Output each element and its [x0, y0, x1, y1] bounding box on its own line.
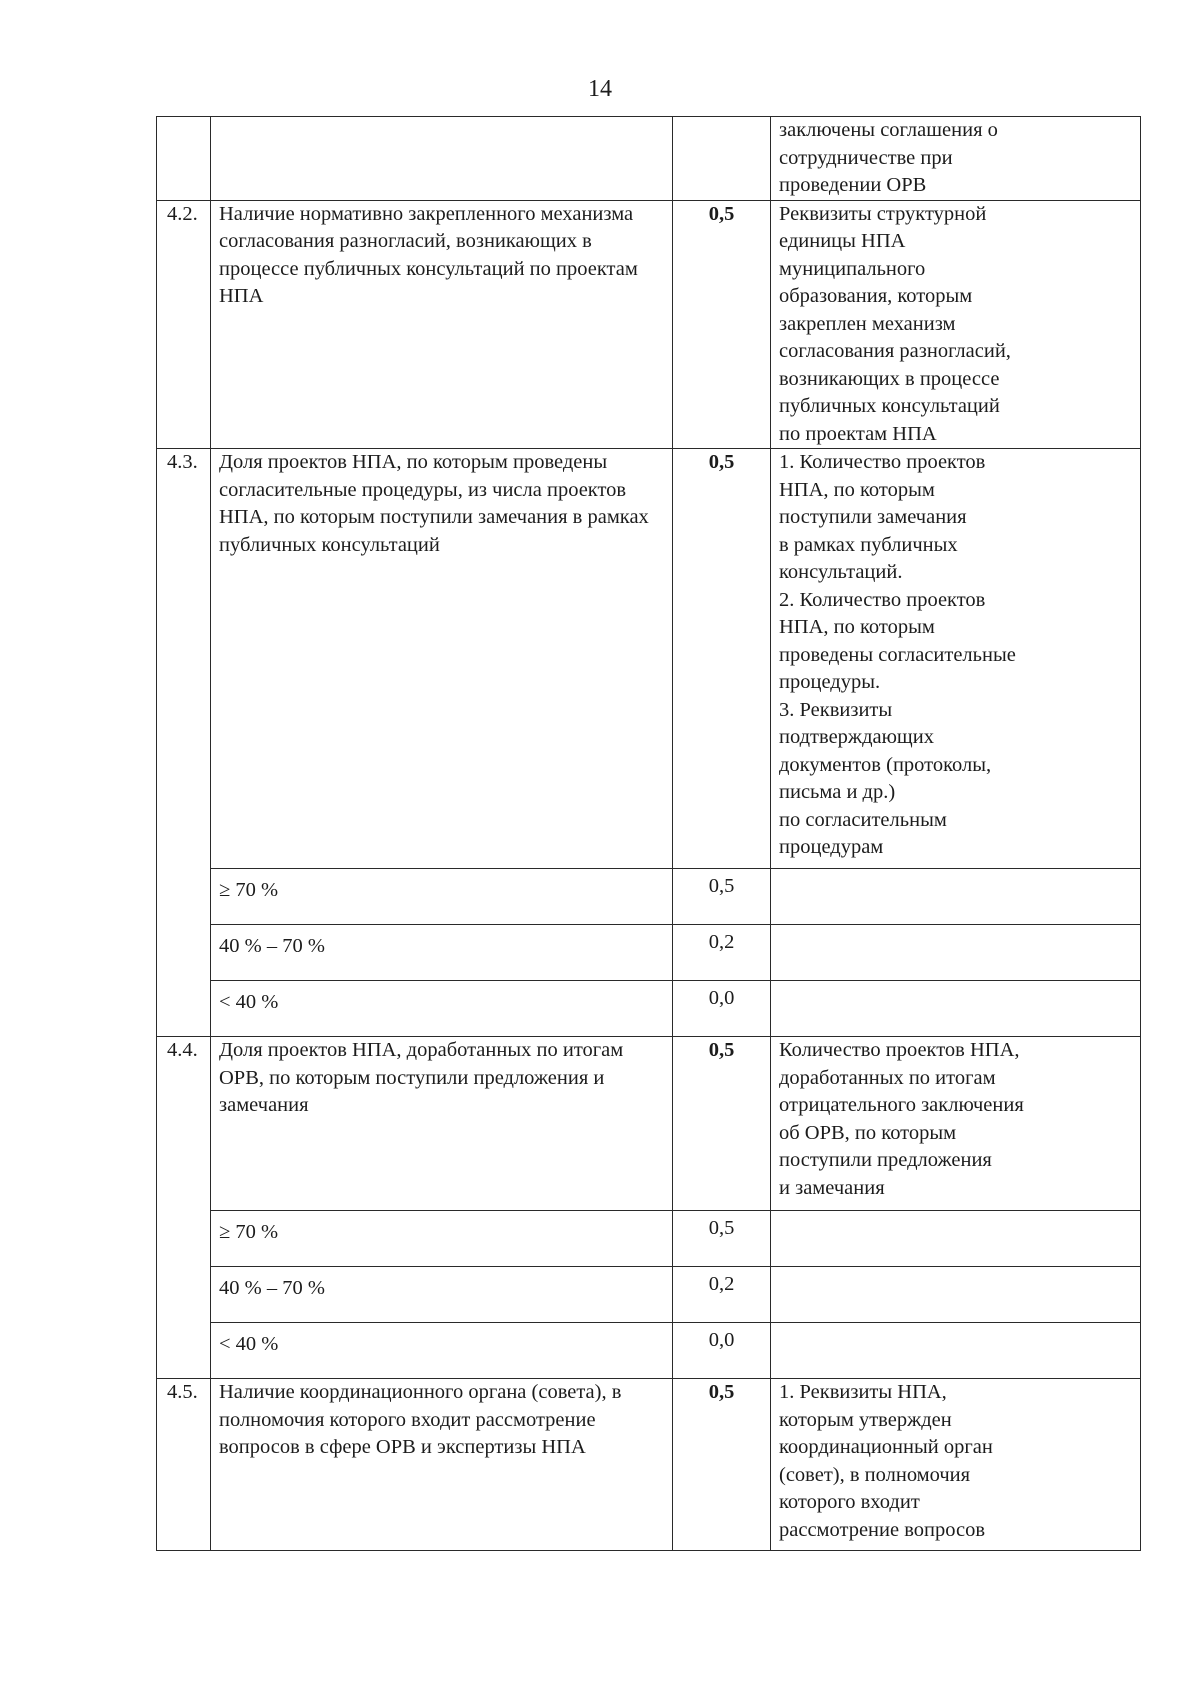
criterion-text: Доля проектов НПА, доработанных по итогам ОРВ, по которым поступили предложения и замечания [211, 1037, 673, 1211]
source-line: закреплен механизм [779, 312, 956, 335]
table-subrow [157, 1267, 1141, 1323]
source-line: Реквизиты структурной [779, 202, 987, 225]
table-row-4-5 [157, 1379, 1141, 1551]
empty-cell [771, 1323, 1141, 1379]
threshold-score: 0,0 [673, 981, 771, 1037]
source-cell [771, 200, 1141, 449]
source-line: согласования разногласий, [779, 340, 1011, 362]
row-number [157, 117, 211, 201]
table-subrow [157, 981, 1141, 1037]
source-line: отрицательного заключения [779, 1094, 1024, 1116]
score-cell: 0,5 [673, 200, 771, 449]
table-row-4-2 [157, 200, 1141, 449]
table-row-continuation [157, 117, 1141, 201]
source-line: Количество проектов НПА, [779, 1039, 1020, 1061]
table-row-4-3 [157, 449, 1141, 869]
table-subrow [157, 925, 1141, 981]
criterion-text: Доля проектов НПА, по которым проведены согласительные процедуры, из числа проектов НПА, по которым поступили замечания в рамках публичных консультаций [211, 449, 673, 869]
criteria-table [156, 116, 1141, 1551]
source-line: в рамках публичных [779, 533, 958, 556]
source-line: муниципального [779, 257, 926, 280]
source-line: образования, которым [779, 285, 973, 307]
source-line: НПА, по которым [779, 478, 935, 501]
source-line: которого входит [779, 1491, 920, 1513]
source-line: процедурам [779, 836, 884, 858]
source-line: по проектам НПА [779, 422, 937, 445]
source-line: возникающих в процессе [779, 367, 1000, 390]
threshold-score: 0,2 [673, 925, 771, 981]
row-number: 4.5. [157, 1379, 211, 1551]
empty-cell [771, 981, 1141, 1037]
threshold-label: < 40 % [211, 1323, 673, 1379]
source-line: письма и др.) [779, 781, 896, 803]
source-line: поступили замечания [779, 506, 967, 528]
row-number: 4.2. [157, 200, 211, 449]
table-subrow [157, 869, 1141, 925]
threshold-label: 40 % – 70 % [211, 1267, 673, 1323]
source-cell [771, 449, 1141, 869]
score-cell: 0,5 [673, 1379, 771, 1551]
row-number: 4.3. [157, 449, 211, 1037]
source-line: проведены согласительные [779, 643, 1016, 666]
empty-cell [771, 869, 1141, 925]
empty-cell [771, 1267, 1141, 1323]
threshold-score: 0,5 [673, 1211, 771, 1267]
threshold-label: < 40 % [211, 981, 673, 1037]
row-number: 4.4. [157, 1037, 211, 1379]
source-line: по согласительным [779, 808, 947, 831]
source-line: документов (протоколы, [779, 753, 992, 776]
threshold-score: 0,2 [673, 1267, 771, 1323]
threshold-score: 0,0 [673, 1323, 771, 1379]
source-line: консультаций. [779, 561, 903, 583]
source-line: подтверждающих [779, 726, 934, 748]
score-cell [673, 117, 771, 201]
source-line: публичных консультаций [779, 395, 1000, 417]
page-number: 14 [588, 76, 612, 102]
source-line: единицы НПА [779, 230, 906, 252]
source-line: 2. Количество проектов [779, 588, 986, 611]
source-line: сотрудничестве при [779, 146, 953, 169]
score-cell: 0,5 [673, 1037, 771, 1211]
source-cell [771, 1379, 1141, 1551]
source-line: 1. Реквизиты НПА, [779, 1381, 947, 1403]
source-line: 3. Реквизиты [779, 698, 893, 721]
source-line: поступили предложения [779, 1149, 992, 1171]
source-line: НПА, по которым [779, 616, 935, 638]
table-subrow [157, 1323, 1141, 1379]
source-line: рассмотрение вопросов [779, 1518, 986, 1541]
source-line: которым утвержден [779, 1408, 952, 1431]
score-cell: 0,5 [673, 449, 771, 869]
threshold-label: ≥ 70 % [211, 869, 673, 925]
empty-cell [771, 925, 1141, 981]
threshold-label: 40 % – 70 % [211, 925, 673, 981]
source-line: доработанных по итогам [779, 1066, 996, 1089]
table-row-4-4 [157, 1037, 1141, 1211]
table-subrow [157, 1211, 1141, 1267]
source-line: проведении ОРВ [779, 174, 927, 196]
source-cell [771, 117, 1141, 201]
source-line: об ОРВ, по которым [779, 1121, 957, 1144]
threshold-score: 0,5 [673, 869, 771, 925]
source-line: и замечания [779, 1176, 885, 1199]
source-line: (совет), в полномочия [779, 1463, 971, 1486]
threshold-label: ≥ 70 % [211, 1211, 673, 1267]
source-cell [771, 1037, 1141, 1211]
criterion-text: Наличие нормативно закрепленного механизма согласования разногласий, возникающих в процессе публичных консультаций по проектам НПА [211, 200, 673, 449]
source-line: заключены соглашения о [779, 119, 998, 141]
criterion-text [211, 117, 673, 201]
source-line: процедуры. [779, 671, 881, 693]
source-line: 1. Количество проектов [779, 451, 986, 473]
source-line: координационный орган [779, 1436, 993, 1458]
criterion-text: Наличие координационного органа (совета), в полномочия которого входит рассмотрение вопросов в сфере ОРВ и экспертизы НПА [211, 1379, 673, 1551]
empty-cell [771, 1211, 1141, 1267]
